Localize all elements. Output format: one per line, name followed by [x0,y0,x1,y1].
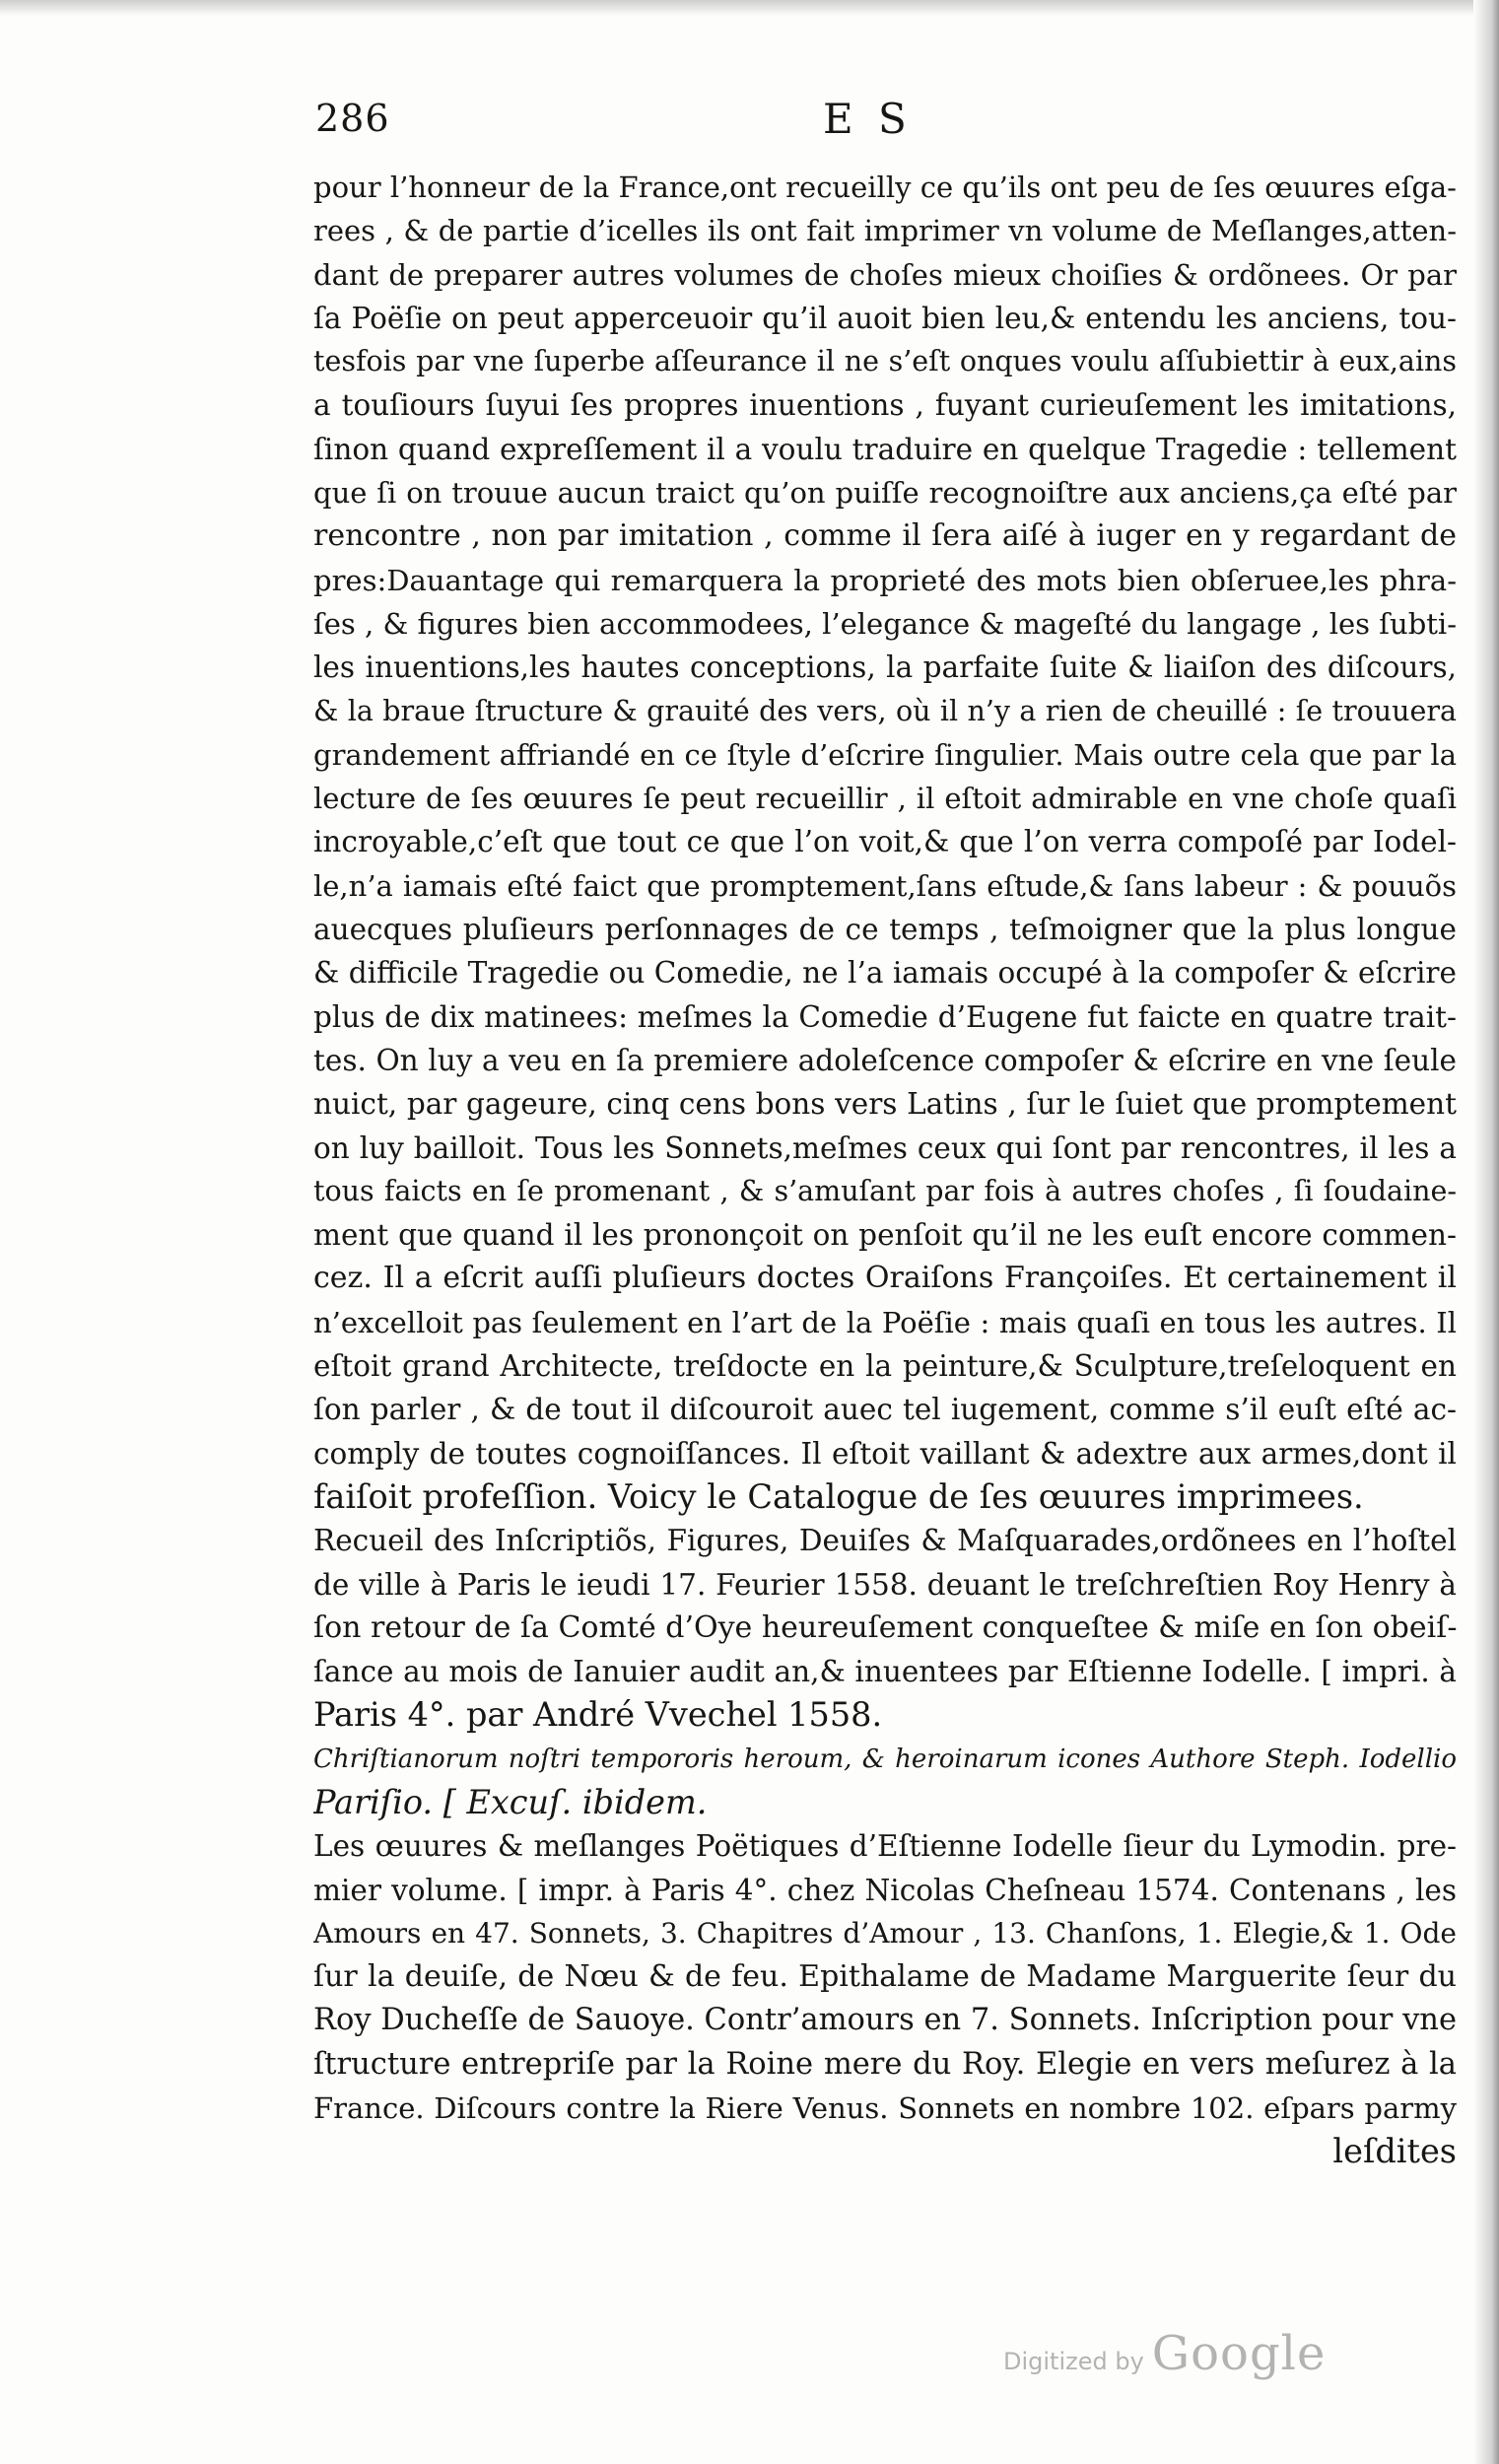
text-line: faiſoit profeſſion. Voicy le Catalogue de ſes œuures imprimees. [313,1476,1364,1516]
text-line: ſes , & figures bien accommodees, l’elegance & mageſté du langage , les ſubti- [313,606,1457,641]
catalogue-line: Recueil des Inſcriptiõs, Figures, Deuiſes & Maſquarades,ordõnees en l’hoſtel [313,1524,1457,1558]
text-line: tes. On luy a veu en ſa premiere adoleſcence compoſer & eſcrire en vne ſeule [313,1043,1457,1077]
text-line: ſinon quand expreſſement il a voulu traduire en quelque Tragedie : tellement [313,432,1457,466]
text-line: pour l’honneur de la France,ont recueilly ce qu’ils ont peu de ſes œuures eſga- [313,171,1457,204]
catchword: leſdites [1332,2132,1457,2171]
text-line: rees , & de partie d’icelles ils ont fait imprimer vn volume de Meſlanges,atten- [313,214,1457,248]
google-logo: Google [1151,2326,1327,2381]
catalogue-line: mier volume. [ impr. à Paris 4°. chez Nicolas Cheſneau 1574. Contenans , les [313,1873,1457,1907]
text-line: plus de dix matinees: meſmes la Comedie d’Eugene fut faicte en quatre trait- [313,999,1457,1034]
text-line: a touſiours ſuyui ſes propres inuentions , fuyant curieuſement les imitations, [313,388,1457,423]
text-line: & difficile Tragedie ou Comedie, ne l’a iamais occupé à la compoſer & eſcrire [313,956,1457,991]
text-line: auecques pluſieurs perſonnages de ce temps , teſmoigner que la plus longue [313,913,1457,947]
text-line: rencontre , non par imitation , comme il ſera aiſé à iuger en y regardant de [313,518,1457,554]
text-line: que ſi on trouue aucun traict qu’on puiſſe recognoiſtre aux anciens,ça eſté par [313,476,1457,511]
catalogue-line-italic: Pariſio. [ Excuſ. ibidem. [313,1782,708,1821]
catalogue-line: Amours en 47. Sonnets, 3. Chapitres d’Amour , 13. Chanſons, 1. Elegie,& 1. Ode [313,1916,1457,1950]
digitized-by-google-watermark [1003,2326,1326,2381]
catalogue-line: Roy Ducheſſe de Sauoye. Contr’amours en 7. Sonnets. Inſcription pour vne [313,2003,1457,2038]
catalogue-line: ſtructure entrepriſe par la Roine mere du Roy. Elegie en vers meſurez à la [313,2046,1457,2082]
text-line: tous faicts en ſe promenant , & s’amuſant par fois à autres choſes , ſi ſoudaine- [313,1174,1457,1207]
body-text [313,166,1457,2174]
text-line: cez. Il a eſcrit auſſi pluſieurs doctes Oraiſons Françoiſes. Et certainement il [313,1261,1457,1296]
running-head: E S [823,95,913,143]
catalogue-line: France. Diſcours contre la Riere Venus. Sonnets en nombre 102. eſpars parmy [313,2091,1457,2126]
text-line: grandement affriandé en ce ſtyle d’eſcrire ſingulier. Mais outre cela que par la [313,737,1457,772]
catalogue-line: ſur la deuiſe, de Nœu & de feu. Epithalame de Madame Marguerite ſeur du [313,1959,1457,1995]
text-line: les inuentions,les hautes conceptions, la parfaite ſuite & liaiſon des diſcours, [313,650,1457,685]
catalogue-line: Paris 4°. par André Vvechel 1558. [313,1695,883,1735]
text-line: pres:Dauantage qui remarquera la proprieté des mots bien obſeruee,les phra- [313,563,1457,597]
text-line: dant de preparer autres volumes de choſes mieux choiſies & ordõnees. Or par [313,257,1457,292]
page-number: 286 [315,97,390,140]
text-line: ſa Poëſie on peut apperceuoir qu’il auoit bien leu,& entendu les anciens, tou- [313,301,1457,335]
text-line: & la braue ſtructure & grauité des vers, où il n’y a rien de cheuillé : ſe trouuera [313,694,1457,727]
text-line: le,n’a iamais eſté faict que promptement,ſans eſtude,& ſans labeur : & pouuõs [313,868,1457,903]
catalogue-line: ſance au mois de Ianuier audit an,& inuentees par Eſtienne Iodelle. [ impri. à [313,1655,1457,1689]
text-line: ſon parler , & de tout il diſcouroit auec tel iugement, comme s’il euſt eſté ac- [313,1393,1457,1427]
text-line: nuict, par gageure, cinq cens bons vers Latins , ſur le ſuiet que promptement [313,1087,1457,1122]
text-line: on luy bailloit. Tous les Sonnets,meſmes ceux qui ſont par rencontres, il les a [313,1130,1457,1165]
digitized-label: Digitized by [1003,2348,1144,2375]
text-line: tesfois par vne ſuperbe aſſeurance il ne s’eſt onques voulu aſſubiettir à eux,ains [313,345,1457,378]
text-line: eſtoit grand Architecte, treſdocte en la peinture,& Sculpture,treſeloquent en [313,1349,1457,1384]
text-line: lecture de ſes œuures ſe peut recueillir , il eſtoit admirable en vne choſe quaſi [313,782,1457,816]
catalogue-line-italic: Chriſtianorum noſtri tempororis heroum, & heroinarum icones Authore Steph. Iodellio [313,1744,1457,1774]
text-line: ment que quand il les prononçoit on penſoit qu’il ne les euſt encore commen- [313,1218,1457,1253]
text-line: n’excelloit pas ſeulement en l’art de la Poëſie : mais quaſi en tous les autres. Il [313,1305,1457,1339]
page-header [315,97,1459,156]
scan-right-edge [1473,0,1499,2464]
text-line: comply de toutes cognoiſſances. Il eſtoit vaillant & adextre aux armes,dont il [313,1436,1457,1471]
catalogue-line: ſon retour de ſa Comté d’Oye heureuſement conqueſtee & miſe en ſon obeiſ- [313,1609,1457,1645]
scan-top-edge [0,0,1499,16]
text-line: incroyable,c’eſt que tout ce que l’on voit,& que l’on verra compoſé par Iodel- [313,825,1457,859]
catalogue-line: Les œuures & meſlanges Poëtiques d’Eſtienne Iodelle ſieur du Lymodin. pre- [313,1829,1457,1864]
catalogue-line: de ville à Paris le ieudi 17. Feurier 1558. deuant le treſchreſtien Roy Henry à [313,1567,1457,1602]
